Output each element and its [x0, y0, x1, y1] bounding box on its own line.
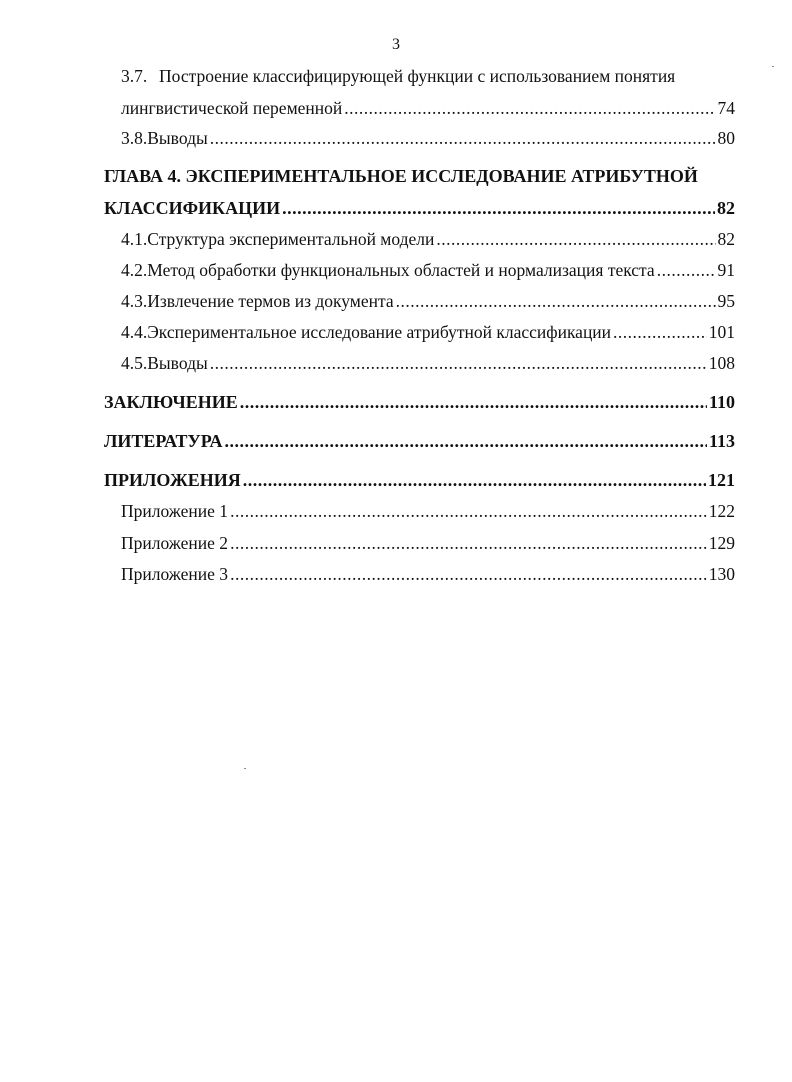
toc-entry-conclusion	[104, 392, 735, 413]
toc-entry-literature	[104, 431, 735, 452]
chapter-title: ЗАКЛЮЧЕНИЕ	[104, 392, 238, 412]
chapter-title: ЛИТЕРАТУРА	[104, 431, 223, 451]
dot-leader	[224, 431, 707, 452]
section-number: 3.8.	[121, 128, 148, 148]
dot-leader	[613, 322, 707, 343]
toc-entry-appendix-1	[121, 501, 735, 522]
section-number: 4.3.	[121, 291, 148, 311]
page-ref: 82	[717, 229, 735, 249]
page-ref: 129	[708, 533, 735, 553]
toc-entry-3-8	[121, 128, 735, 149]
page-ref: 80	[717, 128, 735, 148]
section-title: Метод обработки функциональных областей и нормализация текста	[147, 260, 655, 280]
section-number: 4.5.	[121, 353, 148, 373]
chapter-title: ПРИЛОЖЕНИЯ	[104, 470, 241, 490]
dot-leader	[230, 564, 707, 585]
section-title: Экспериментальное исследование атрибутной классификации	[147, 322, 612, 342]
toc-entry-4-3	[121, 291, 735, 312]
dot-leader	[657, 260, 716, 281]
toc-entry-4-5	[121, 353, 735, 374]
dot-leader	[396, 291, 716, 312]
toc-entry-4-4	[121, 322, 735, 343]
dot-leader	[210, 128, 716, 149]
toc-entry-appendices	[104, 470, 735, 491]
page-ref: 101	[708, 322, 735, 342]
toc-entry-3-7-line2	[121, 98, 735, 119]
page-ref: 122	[708, 501, 735, 521]
page-ref: 82	[717, 198, 735, 218]
toc-entry-appendix-2	[121, 533, 735, 554]
page-ref: 108	[708, 353, 735, 373]
section-title: Извлечение термов из документа	[147, 291, 394, 311]
page-ref: 91	[717, 260, 735, 280]
toc-entry-4-2	[121, 260, 735, 281]
scan-speck	[244, 768, 246, 769]
dot-leader	[230, 533, 707, 554]
page-ref: 121	[708, 470, 735, 490]
dot-leader	[210, 353, 707, 374]
section-number: 4.2.	[121, 260, 148, 280]
section-number: 4.4.	[121, 322, 148, 342]
appendix-title: Приложение 2	[121, 533, 229, 553]
toc-entry-3-7-line1	[121, 66, 721, 87]
section-number: 4.1.	[121, 229, 148, 249]
scan-speck	[772, 66, 774, 67]
section-title: Построение классифицирующей функции с использованием понятия	[159, 66, 676, 86]
section-title-continuation: лингвистической переменной	[121, 98, 343, 118]
section-title: Структура экспериментальной модели	[147, 229, 435, 249]
page-ref: 110	[708, 392, 735, 412]
page-number: 3	[392, 36, 400, 53]
toc-entry-chapter-4	[104, 198, 735, 219]
section-number: 3.7.	[121, 66, 148, 86]
dot-leader	[436, 229, 715, 250]
section-title: Выводы	[147, 128, 208, 148]
appendix-title: Приложение 3	[121, 564, 229, 584]
dot-leader	[230, 501, 707, 522]
section-title: Выводы	[147, 353, 208, 373]
dot-leader	[282, 198, 715, 219]
page-ref: 95	[717, 291, 735, 311]
chapter-4-heading-line1: ГЛАВА 4. ЭКСПЕРИМЕНТАЛЬНОЕ ИССЛЕДОВАНИЕ АТРИБУТНОЙ	[104, 166, 698, 186]
page-ref: 113	[708, 431, 735, 451]
dot-leader	[344, 98, 715, 119]
page-ref: 74	[717, 98, 735, 118]
dot-leader	[243, 470, 706, 491]
page-ref: 130	[708, 564, 735, 584]
toc-entry-appendix-3	[121, 564, 735, 585]
chapter-title-continuation: КЛАССИФИКАЦИИ	[104, 198, 281, 218]
toc-entry-4-1	[121, 229, 735, 250]
dot-leader	[240, 392, 707, 413]
appendix-title: Приложение 1	[121, 501, 229, 521]
